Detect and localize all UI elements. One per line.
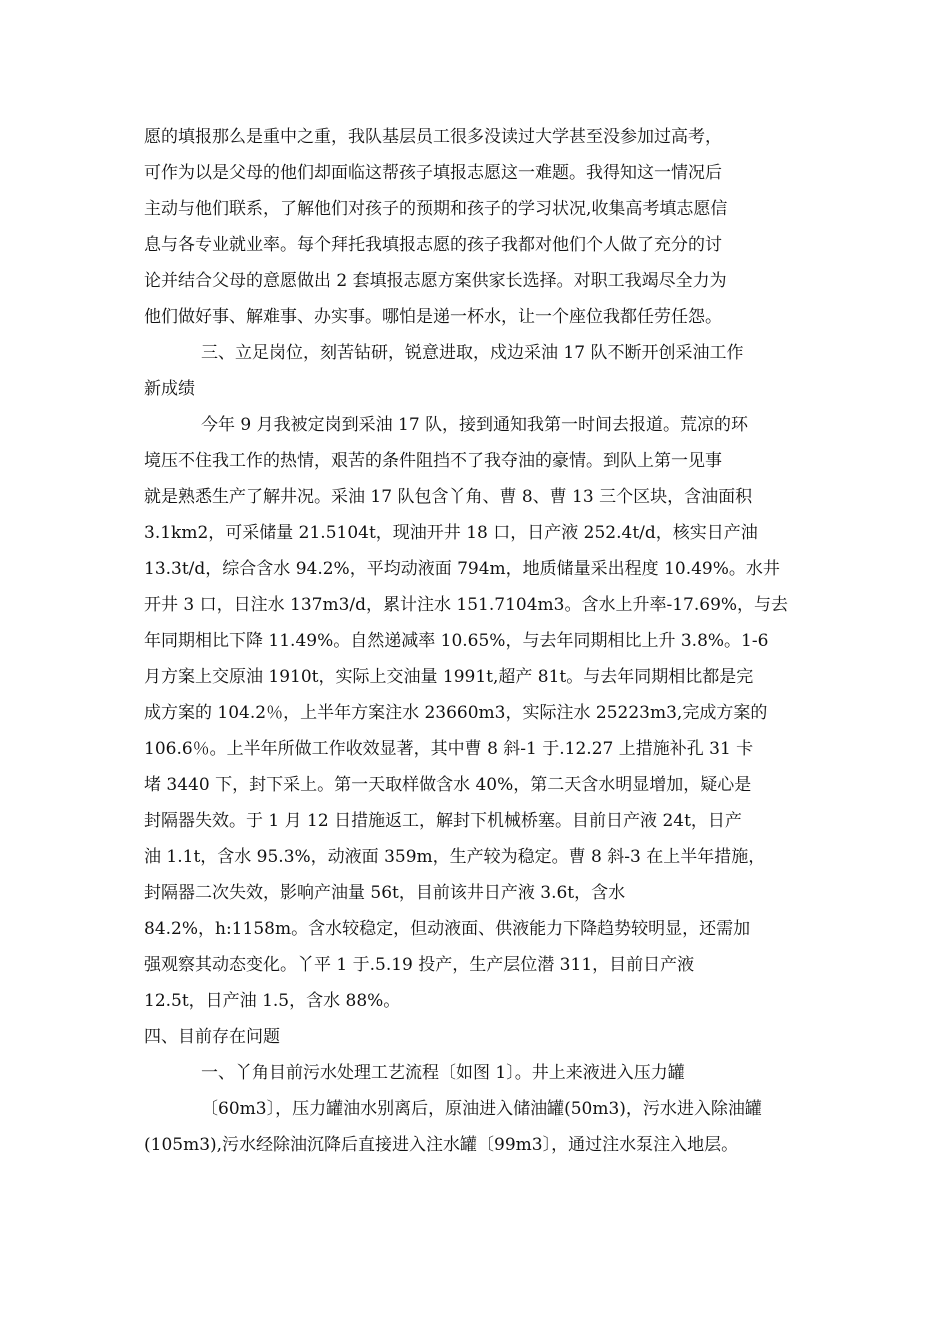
text-line: 3.1km2，可采储量 21.5104t，现油开井 18 口，日产液 252.4t/d，核实日产油 bbox=[144, 523, 758, 543]
text-line: 84.2%，h:1158m。含水较稳定，但动液面、供液能力下降趋势较明显，还需加 bbox=[144, 919, 751, 939]
text-line: 强观察其动态变化。丫平 1 于.5.19 投产，生产层位潜 311，目前日产液 bbox=[144, 955, 695, 975]
text-line: 封隔器二次失效，影响产油量 56t，目前该井日产液 3.6t，含水 bbox=[144, 883, 626, 903]
text-line: 12.5t，日产油 1.5，含水 88%。 bbox=[144, 991, 401, 1011]
text-line: 〔60m3〕，压力罐油水别离后，原油进入储油罐(50m3)，污水进入除油罐 bbox=[201, 1099, 762, 1119]
text-line: 封隔器失效。于 1 月 12 日措施返工，解封下机械桥塞。目前日产液 24t，日产 bbox=[144, 811, 742, 831]
text-line: 开井 3 口，日注水 137m3/d，累计注水 151.7104m3。含水上升率-17.69%，与去 bbox=[144, 595, 789, 615]
text-line: 息与各专业就业率。每个拜托我填报志愿的孩子我都对他们个人做了充分的讨 bbox=[144, 235, 722, 255]
text-line: 就是熟悉生产了解井况。采油 17 队包含丫角、曹 8、曹 13 三个区块，含油面积 bbox=[144, 487, 753, 507]
text-line: 年同期相比下降 11.49%。自然递减率 10.65%，与去年同期相比上升 3.8%。1-6 bbox=[144, 631, 769, 651]
text-line: 他们做好事、解难事、办实事。哪怕是递一杯水，让一个座位我都任劳任怨。 bbox=[144, 307, 722, 327]
text-line: 主动与他们联系，了解他们对孩子的预期和孩子的学习状况,收集高考填志愿信 bbox=[144, 199, 728, 219]
text-line: 愿的填报那么是重中之重，我队基层员工很多没读过大学甚至没参加过高考， bbox=[144, 127, 722, 147]
text-line: 月方案上交原油 1910t，实际上交油量 1991t,超产 81t。与去年同期相比都是完 bbox=[144, 667, 754, 687]
text-line: 可作为以是父母的他们却面临这帮孩子填报志愿这一难题。我得知这一情况后 bbox=[144, 163, 722, 183]
text-line: 论并结合父母的意愿做出 2 套填报志愿方案供家长选择。对职工我竭尽全力为 bbox=[144, 271, 727, 291]
text-line: 106.6％。上半年所做工作收效显著，其中曹 8 斜-1 于.12.27 上措施补孔 31 卡 bbox=[144, 739, 754, 759]
text-line: (105m3),污水经除油沉降后直接进入注水罐〔99m3〕，通过注水泵注入地层。 bbox=[144, 1135, 739, 1155]
text-line: 堵 3440 下，封下采上。第一天取样做含水 40%，第二天含水明显增加，疑心是 bbox=[144, 775, 752, 795]
text-line: 今年 9 月我被定岗到采油 17 队，接到通知我第一时间去报道。荒凉的环 bbox=[201, 415, 749, 435]
text-line: 成方案的 104.2％，上半年方案注水 23660m3，实际注水 25223m3,完成方案的 bbox=[144, 703, 768, 723]
section-heading: 三、立足岗位，刻苦钻研，锐意进取，戍边采油 17 队不断开创采油工作 bbox=[201, 343, 744, 363]
text-line: 四、目前存在问题 bbox=[144, 1027, 280, 1047]
text-line: 油 1.1t，含水 95.3%，动液面 359m，生产较为稳定。曹 8 斜-3 在上半年措施， bbox=[144, 847, 766, 867]
text-line: 13.3t/d，综合含水 94.2%，平均动液面 794m，地质储量采出程度 10.49%。水井 bbox=[144, 559, 780, 579]
section-heading-continued: 新成绩 bbox=[144, 379, 195, 399]
section-heading: 一、丫角目前污水处理工艺流程〔如图 1〕。井上来液进入压力罐 bbox=[201, 1063, 685, 1083]
text-line: 境压不住我工作的热情，艰苦的条件阻挡不了我夺油的豪情。到队上第一见事 bbox=[144, 451, 722, 471]
